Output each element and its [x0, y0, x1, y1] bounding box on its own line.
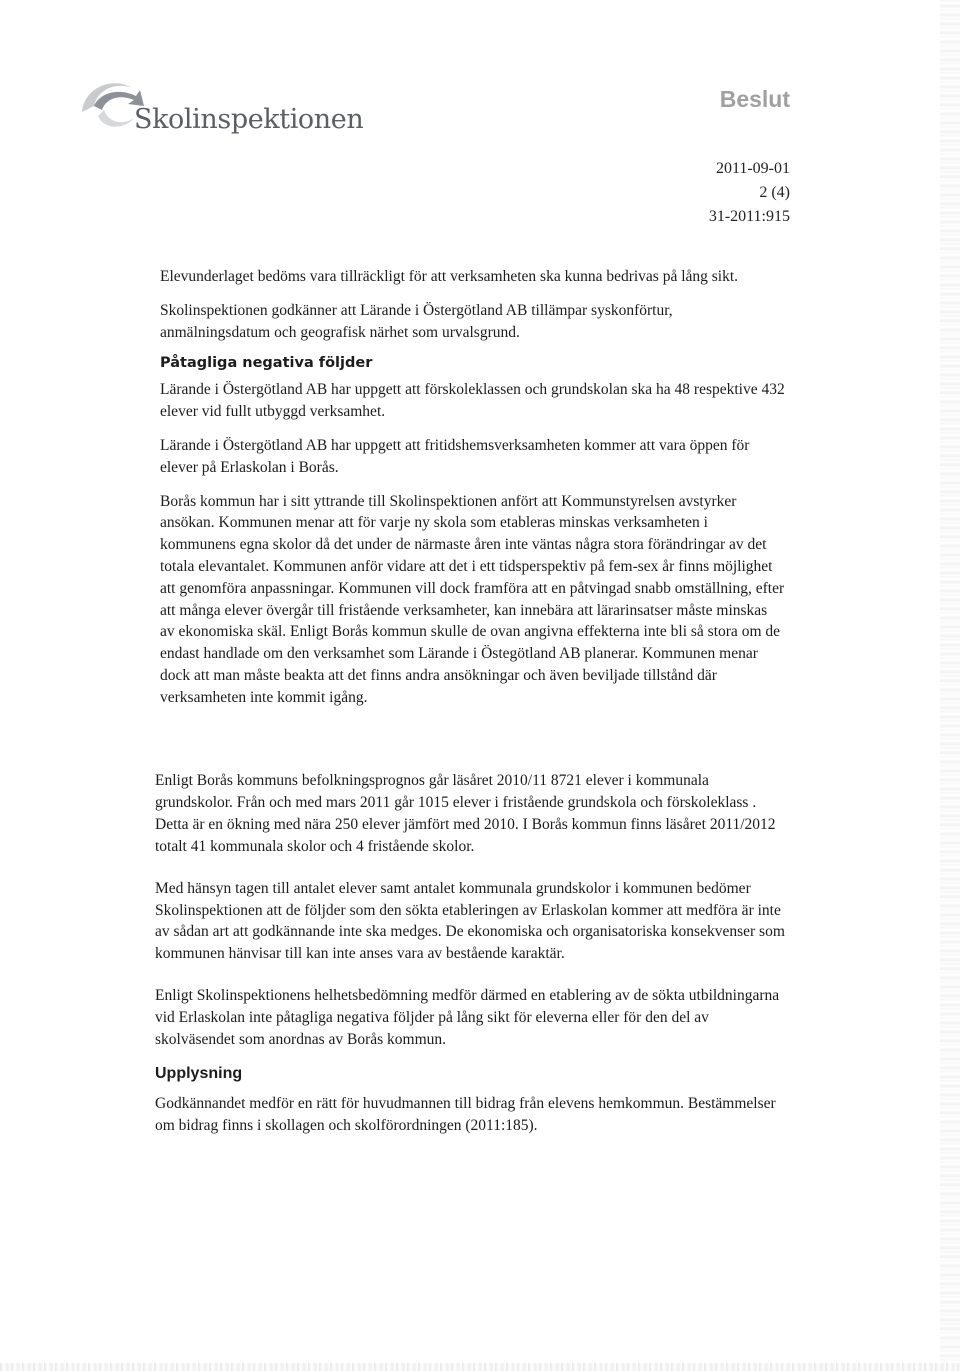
- upper-content: [160, 266, 785, 721]
- paragraph: Borås kommun har i sitt yttrande till Skolinspektionen anfört att Kommunstyrelsen avstyrker ansökan. Kommunen menar att för varje ny skola som etableras minskas verksamheten i kommunens egna skolor då det under de närmaste åren inte väntas några stora förändringar av det totala elevantalet. Kommunen anför vidare att det i ett tidsperspektiv på fem-sex år finns möjlighet att genomföra anpassningar. Kommunen vill dock framföra att en påtvingad snabb omställning, efter att många elever övergår till fristående verksamheter, kan innebära att lärarinsatser måste minskas av ekonomiska skäl. Enligt Borås kommun skulle de ovan angivna effekterna inte bli så stora om de endast handlade om den verksamhet som Lärande i Östegötland AB planerar. Kommunen menar dock att man måste beakta att det finns andra ansökningar och även beviljade tillstånd där verksamheten inte kommit igång.: [160, 492, 785, 706]
- reference-number: 31-2011:915: [708, 208, 790, 225]
- paragraph: Lärande i Östergötland AB har uppgett att förskoleklassen och grundskolan ska ha 48 respektive 432 elever vid fullt utbyggd verksamhet.: [160, 381, 785, 421]
- logo: [74, 70, 374, 140]
- section-heading: Påtagliga negativa följder: [160, 355, 373, 372]
- lower-content: [155, 770, 790, 1157]
- logo-text: Skolinspektionen: [134, 104, 364, 135]
- paragraph: Enligt Skolinspektionens helhetsbedömning medför därmed en etablering av de sökta utbildningarna vid Erlaskolan inte påtagliga negativa följder på lång sikt för eleverna eller för den del av skolväsendet som anordnas av Borås kommun.: [155, 987, 780, 1049]
- paragraph: Godkännandet medför en rätt för huvudmannen till bidrag från elevens hemkommun. Bestämmelser om bidrag finns i skollagen och skolförordningen (2011:185).: [155, 1094, 776, 1134]
- scan-bottom-artifact: [0, 1363, 960, 1371]
- page-number: 2 (4): [759, 184, 790, 201]
- paragraph: Enligt Borås kommuns befolkningsprognos går läsåret 2010/11 8721 elever i kommunala grundskolor. Från och med mars 2011 går 1015 elever i fristående grundskola och förskoleklass . Detta är en ökning med nära 250 elever jämfört med 2010. I Borås kommun finns läsåret 2011/2012 totalt 41 kommunala skolor och 4 fristående skolor.: [155, 772, 776, 855]
- section-heading: Upplysning: [155, 1064, 243, 1082]
- document-type: Beslut: [719, 86, 790, 112]
- paragraph: Med hänsyn tagen till antalet elever samt antalet kommunala grundskolor i kommunen bedömer Skolinspektionen att de följder som den sökta etableringen av Erlaskolan kommer att medföra är inte av sådan art att godkännande inte ska medges. De ekonomiska och organisatoriska konsekvenser som kommunen hänvisar till kan inte anses vara av bestående karaktär.: [155, 879, 785, 963]
- paragraph: Elevunderlaget bedöms vara tillräckligt för att verksamheten ska kunna bedrivas på lång sikt.: [160, 268, 739, 285]
- paragraph: Skolinspektionen godkänner att Lärande i Östergötland AB tillämpar syskonförtur, anmälningsdatum och geografisk närhet som urvalsgrund.: [160, 301, 673, 341]
- paragraph: Lärande i Östergötland AB har uppgett att fritidshemsverksamheten kommer att vara öppen för elever på Erlaskolan i Borås.: [160, 436, 750, 476]
- document-date: 2011-09-01: [715, 160, 790, 177]
- scan-edge-artifact: [940, 0, 960, 1371]
- document-meta: [709, 157, 790, 229]
